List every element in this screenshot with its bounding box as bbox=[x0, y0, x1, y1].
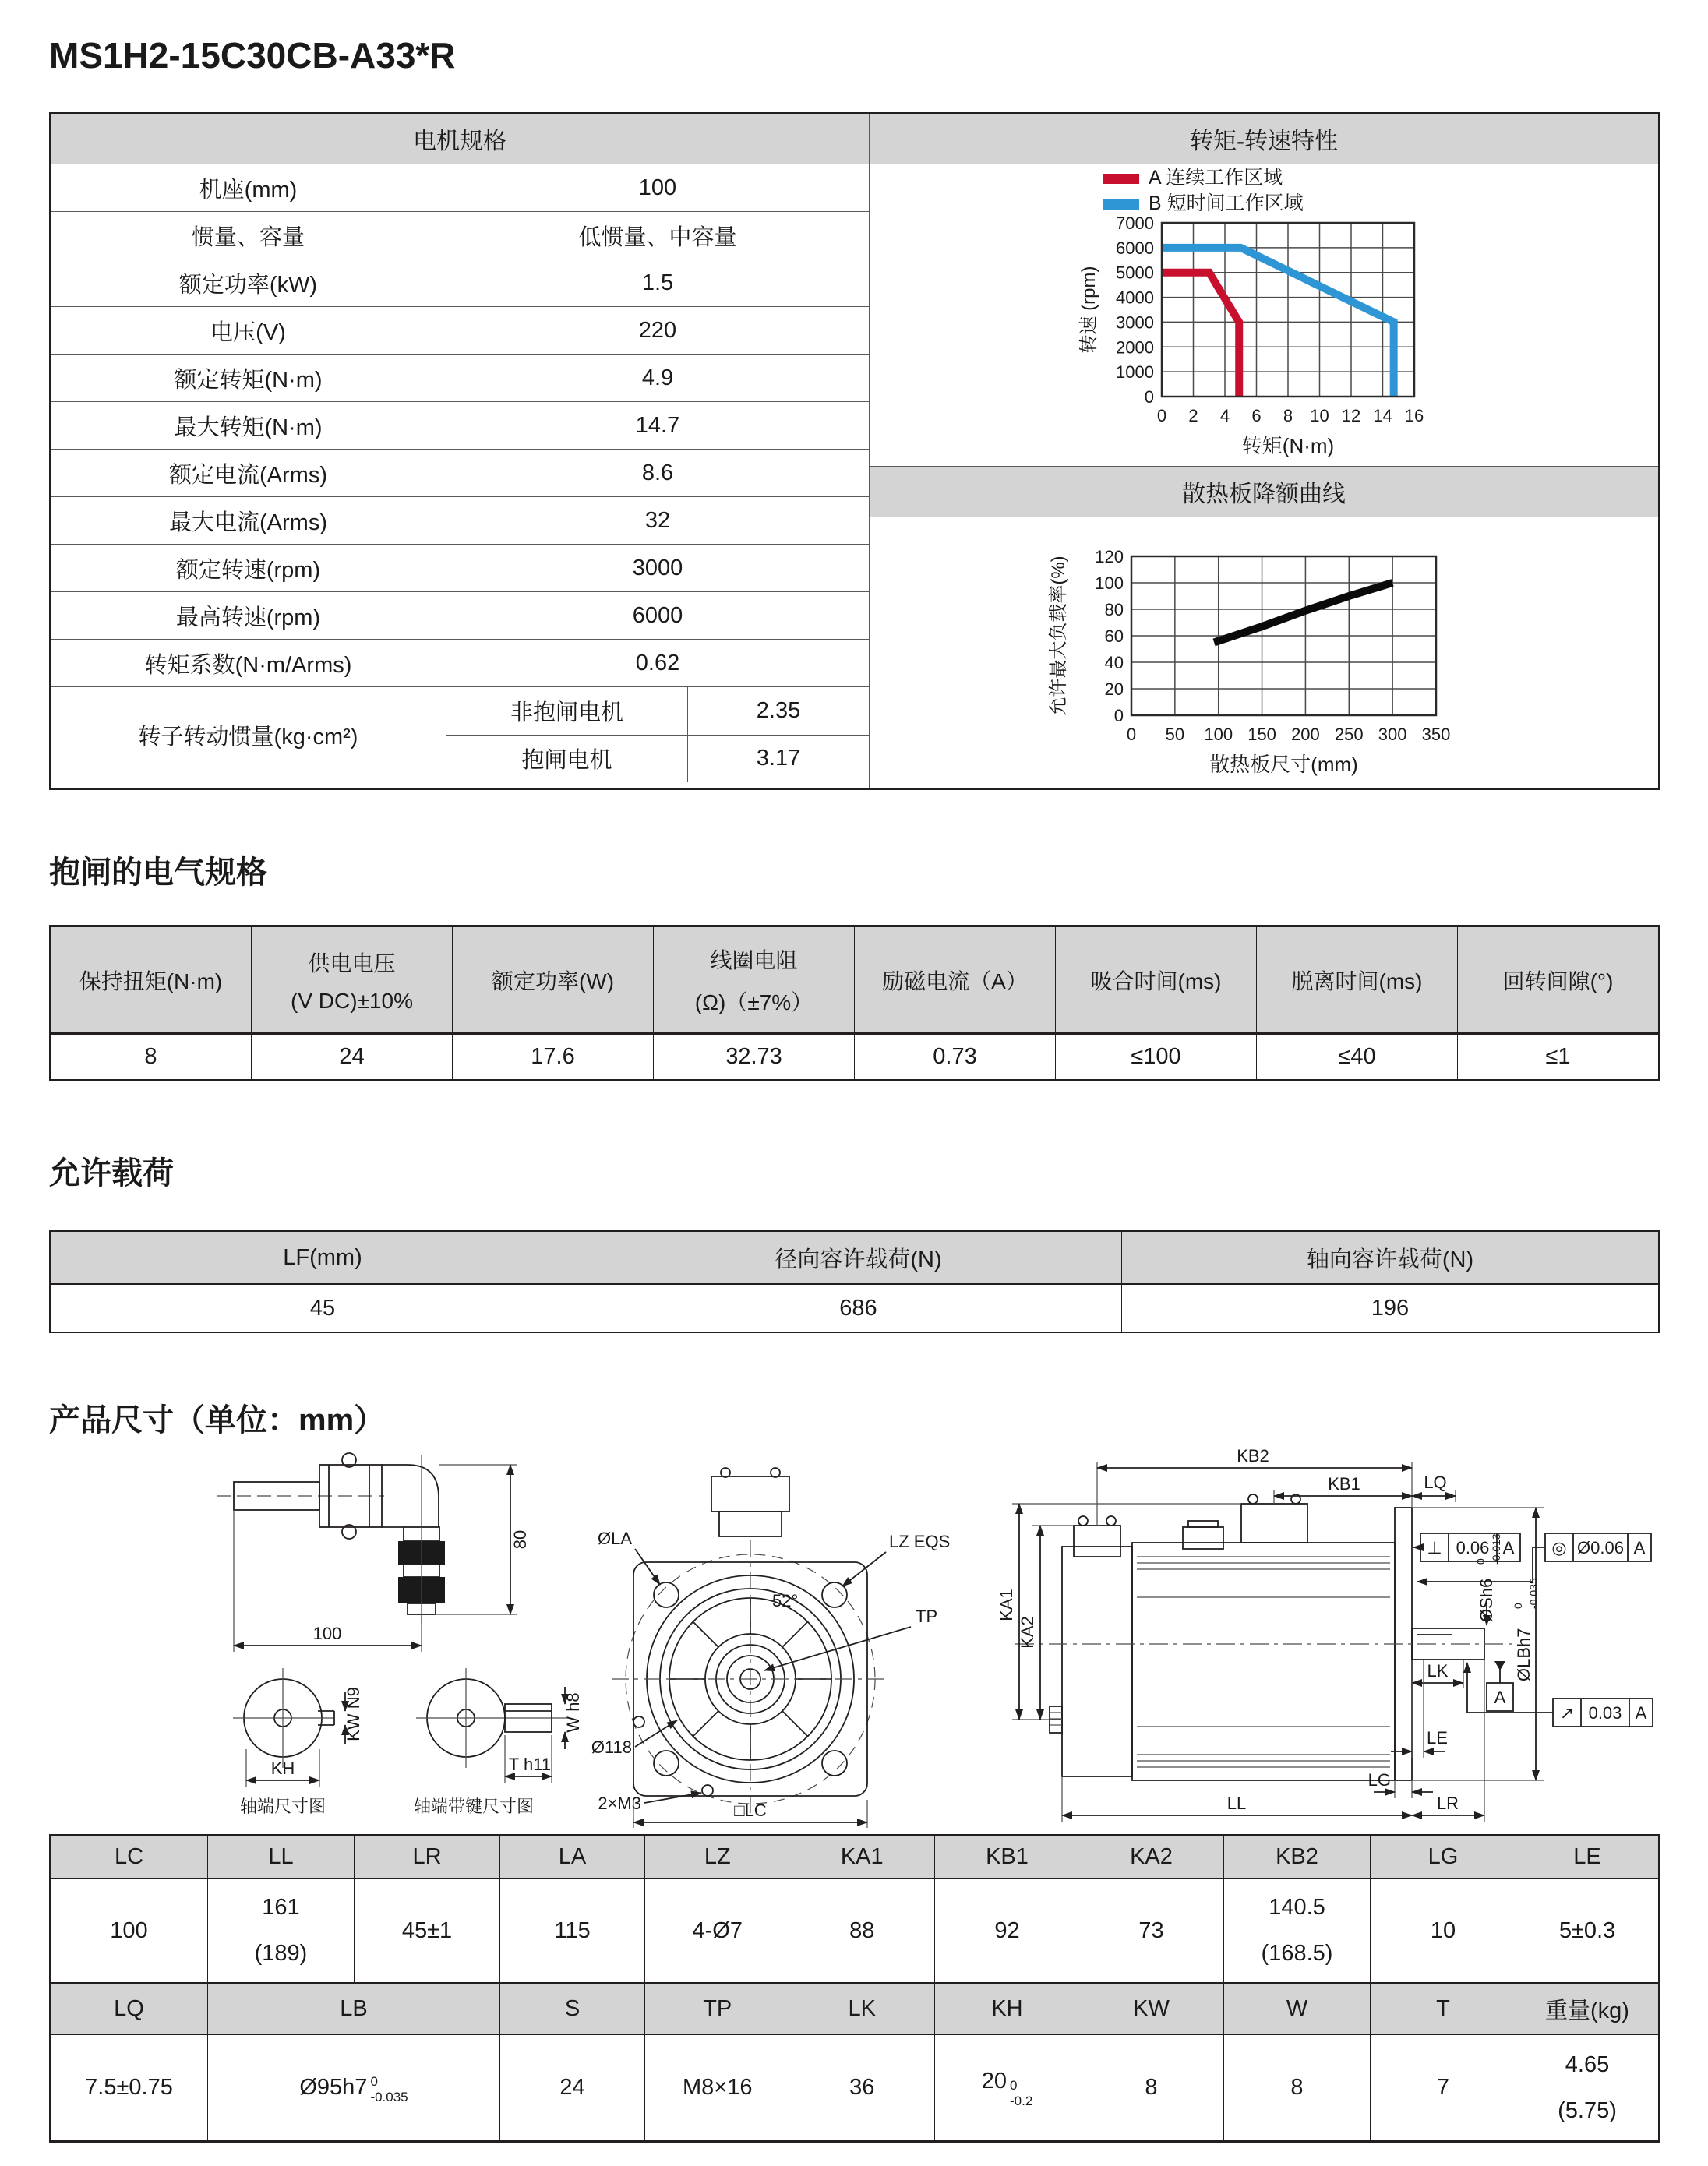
spec-value: 8.6 bbox=[641, 460, 674, 485]
x-tick-label: 14 bbox=[1373, 406, 1392, 425]
svg-text:0: 0 bbox=[1512, 1603, 1524, 1609]
spec-row bbox=[51, 450, 869, 497]
derating-chart-header: 散热板降额曲线 bbox=[870, 467, 1658, 517]
svg-text:0.03: 0.03 bbox=[1588, 1703, 1622, 1723]
spec-row bbox=[51, 307, 869, 355]
y-tick-label: 0 bbox=[1144, 387, 1154, 407]
load-header-row bbox=[51, 1232, 1658, 1285]
x-tick-label: 150 bbox=[1247, 725, 1276, 744]
spec-value: 32 bbox=[644, 507, 671, 533]
y-tick-label: 40 bbox=[1104, 653, 1124, 672]
svg-text:A: A bbox=[1633, 1538, 1646, 1557]
dim-value-cell: 5±0.3 bbox=[1558, 1917, 1616, 1943]
spec-value: 4.9 bbox=[641, 365, 674, 390]
svg-text:A: A bbox=[1494, 1688, 1506, 1707]
dim-value-cell: Ø95h7 0 -0.035 bbox=[208, 2035, 500, 2140]
spec-label: 额定功率(kW) bbox=[51, 259, 446, 306]
side-kb2-label: KB2 bbox=[1237, 1449, 1269, 1466]
inertia-row bbox=[446, 687, 869, 735]
spec-label: 惯量、容量 bbox=[51, 212, 446, 259]
shaft-key-t-label: T h11 bbox=[508, 1755, 552, 1774]
dim-header-cell-merged: TP LK bbox=[645, 1984, 935, 2034]
torque-speed-chart-svg bbox=[870, 164, 1658, 465]
tol-coaxiality bbox=[1417, 1533, 1651, 1582]
dimension-drawings-svg bbox=[49, 1449, 1660, 1831]
tol-perpendicularity bbox=[1413, 1533, 1520, 1561]
dim-value-cell: 140.5 (168.5) bbox=[1224, 1879, 1371, 1982]
brake-header-cell: 励磁电流（A） bbox=[855, 927, 1056, 1032]
svg-text:◎: ◎ bbox=[1551, 1538, 1567, 1557]
dim-value-cell: 45±1 bbox=[355, 1879, 500, 1982]
spec-label: 最大转矩(N·m) bbox=[51, 402, 446, 449]
brake-value-cell: 32.73 bbox=[654, 1035, 855, 1079]
dim-value-cell: 8 bbox=[1224, 2035, 1371, 2140]
spec-value: 0.62 bbox=[635, 650, 680, 676]
spec-label: 额定电流(Arms) bbox=[51, 450, 446, 496]
spec-value: 220 bbox=[638, 317, 677, 343]
load-value-cell: 45 bbox=[51, 1285, 595, 1332]
brake-value-cell: ≤100 bbox=[1056, 1035, 1257, 1079]
shaft-end-kw-label: KW N9 bbox=[344, 1687, 363, 1741]
side-ka1-label: KA1 bbox=[997, 1589, 1016, 1621]
side-lg-label: LG bbox=[1367, 1770, 1391, 1790]
load-header-cell: 径向容许载荷(N) bbox=[595, 1232, 1122, 1283]
svg-text:↗: ↗ bbox=[1559, 1703, 1575, 1723]
spec-row bbox=[51, 640, 869, 687]
spec-value: 1.5 bbox=[641, 270, 674, 295]
dim-header-cell: LC bbox=[51, 1836, 208, 1878]
dim-header-cell-merged: KH KW bbox=[935, 1984, 1224, 2034]
dim-header-cell: LG bbox=[1371, 1836, 1516, 1878]
spec-label: 转子转动惯量(kg·cm²) bbox=[51, 687, 446, 782]
derating-chart-svg bbox=[870, 517, 1658, 787]
x-tick-label: 350 bbox=[1421, 725, 1451, 744]
dims-section-title: 产品尺寸（单位：mm） bbox=[49, 1403, 386, 1438]
spec-column bbox=[51, 114, 870, 788]
dim-value-cell: 4.65 (5.75) bbox=[1558, 2051, 1617, 2123]
load-value-cell: 686 bbox=[595, 1285, 1122, 1332]
spec-row bbox=[51, 545, 869, 592]
dim-value-row-2 bbox=[51, 2035, 1658, 2140]
dim-value-cell-merged: M8×16 36 bbox=[645, 2035, 935, 2140]
svg-text:-0.013: -0.013 bbox=[1490, 1533, 1502, 1565]
inertia-name: 非抱闸电机 bbox=[446, 687, 688, 735]
y-tick-label: 4000 bbox=[1116, 288, 1154, 308]
datum-a bbox=[1487, 1661, 1513, 1711]
spec-row bbox=[51, 497, 869, 545]
spec-label: 机座(mm) bbox=[51, 164, 446, 211]
dim-value-cell: 100 bbox=[51, 1879, 208, 1982]
x-tick-label: 6 bbox=[1251, 406, 1262, 425]
derating-chart bbox=[870, 517, 1658, 788]
allowable-load-table bbox=[49, 1230, 1660, 1333]
dim-value-row-1 bbox=[51, 1879, 1658, 1984]
brake-value-row bbox=[51, 1035, 1658, 1079]
spec-label: 最高转速(rpm) bbox=[51, 592, 446, 639]
shaft-end-kh-label: KH bbox=[270, 1759, 295, 1778]
y-tick-label: 5000 bbox=[1116, 263, 1154, 283]
dim-header-cell: LR bbox=[355, 1836, 500, 1878]
brake-value-cell: 24 bbox=[252, 1035, 453, 1079]
brake-header-cell: 吸合时间(ms) bbox=[1056, 927, 1257, 1032]
x-tick-label: 50 bbox=[1165, 725, 1185, 744]
side-ll-label: LL bbox=[1226, 1794, 1247, 1813]
spec-row bbox=[51, 164, 869, 212]
dim-header-cell-merged: LZ KA1 bbox=[645, 1836, 935, 1878]
load-section-title: 允许载荷 bbox=[49, 1156, 174, 1191]
spec-value: 低惯量、中容量 bbox=[578, 224, 737, 250]
dim-value-cell-merged: 20 0 -0.2 8 bbox=[935, 2035, 1224, 2140]
y-tick-label: 80 bbox=[1104, 600, 1124, 619]
x-tick-label: 8 bbox=[1283, 406, 1293, 425]
connector-height-dim: 80 bbox=[510, 1529, 530, 1550]
load-value-row bbox=[51, 1285, 1658, 1332]
spec-value: 14.7 bbox=[635, 412, 680, 438]
x-tick-label: 250 bbox=[1334, 725, 1364, 744]
side-le-label: LE bbox=[1427, 1728, 1448, 1748]
load-header-cell: LF(mm) bbox=[51, 1232, 595, 1283]
shaft-end-drawing bbox=[233, 1668, 363, 1816]
inertia-name: 抱闸电机 bbox=[446, 736, 688, 783]
spec-row bbox=[51, 402, 869, 450]
spec-value: 3000 bbox=[632, 555, 683, 580]
legend-label: B 短时间工作区域 bbox=[1148, 192, 1304, 214]
dim-header-cell: 重量(kg) bbox=[1545, 1998, 1629, 2023]
x-tick-label: 12 bbox=[1341, 406, 1361, 425]
y-tick-label: 20 bbox=[1104, 679, 1124, 699]
load-header-cell: 轴向容许载荷(N) bbox=[1306, 1247, 1474, 1272]
x-axis-label: 转矩(N·m) bbox=[1241, 434, 1335, 457]
y-tick-label: 120 bbox=[1095, 547, 1124, 566]
dim-header-row-2 bbox=[51, 1984, 1658, 2035]
dim-value-cell-merged: 4-Ø7 88 bbox=[645, 1879, 935, 1982]
series-line bbox=[1162, 273, 1239, 397]
legend-label: A 连续工作区域 bbox=[1148, 167, 1283, 189]
front-m3-label: 2×M3 bbox=[598, 1794, 641, 1813]
y-axis-label: 允许最大负载率(%) bbox=[1047, 556, 1069, 716]
dim-header-cell: LE bbox=[1573, 1844, 1601, 1869]
shaft-key-caption: 轴端带键尺寸图 bbox=[413, 1797, 535, 1816]
svg-text:0.06: 0.06 bbox=[1456, 1538, 1490, 1557]
front-tp-label: TP bbox=[916, 1607, 938, 1626]
spec-row bbox=[51, 592, 869, 640]
y-tick-label: 1000 bbox=[1116, 362, 1154, 383]
front-la-label: ØLA bbox=[597, 1529, 632, 1548]
dim-header-cell: LL bbox=[208, 1836, 355, 1878]
brake-value-cell: 17.6 bbox=[453, 1035, 654, 1079]
y-tick-label: 0 bbox=[1113, 706, 1124, 725]
dimension-drawings bbox=[49, 1449, 1660, 1831]
svg-text:0: 0 bbox=[1474, 1558, 1487, 1565]
page-title: MS1H2-15C30CB-A33*R bbox=[49, 35, 456, 76]
x-tick-label: 4 bbox=[1219, 406, 1230, 425]
svg-text:A: A bbox=[1502, 1538, 1515, 1557]
spec-label: 转矩系数(N·m/Arms) bbox=[51, 640, 446, 686]
series-line bbox=[1214, 583, 1392, 643]
y-tick-label: 2000 bbox=[1116, 337, 1154, 358]
inertia-row bbox=[446, 735, 869, 783]
shaft-end-caption: 轴端尺寸图 bbox=[239, 1797, 326, 1816]
shaft-key-drawing bbox=[414, 1668, 583, 1816]
brake-header-cell: 脱离时间(ms) bbox=[1257, 927, 1458, 1032]
x-tick-label: 0 bbox=[1126, 725, 1137, 744]
dim-header-cell: KB2 bbox=[1224, 1836, 1371, 1878]
svg-text:ØLBh7: ØLBh7 bbox=[1514, 1628, 1533, 1681]
side-kb1-label: KB1 bbox=[1328, 1474, 1360, 1494]
y-tick-label: 100 bbox=[1095, 573, 1124, 593]
dim-header-cell: LB bbox=[208, 1984, 500, 2034]
brake-header-cell: 回转间隙(°) bbox=[1502, 968, 1614, 993]
svg-text:-0.035: -0.035 bbox=[1527, 1578, 1540, 1609]
x-tick-label: 2 bbox=[1188, 406, 1198, 425]
motor-spec-table bbox=[49, 112, 1660, 790]
spec-header: 电机规格 bbox=[51, 114, 869, 164]
x-tick-label: 100 bbox=[1204, 725, 1233, 744]
svg-text:ØSh6: ØSh6 bbox=[1477, 1578, 1496, 1622]
x-tick-label: 10 bbox=[1310, 406, 1329, 425]
dimension-table bbox=[49, 1834, 1660, 2143]
brake-header-cell: 线圈电阻 (Ω)（±7%） bbox=[654, 927, 855, 1032]
brake-value-cell: 0.73 bbox=[855, 1035, 1056, 1079]
svg-text:⊥: ⊥ bbox=[1427, 1538, 1442, 1557]
legend-swatch bbox=[1103, 174, 1139, 184]
inertia-value: 2.35 bbox=[756, 697, 801, 723]
brake-value-cell: 8 bbox=[51, 1035, 252, 1079]
dim-value-cell: 7.5±0.75 bbox=[51, 2035, 208, 2140]
y-tick-label: 3000 bbox=[1116, 312, 1154, 333]
spec-row bbox=[51, 355, 869, 402]
torque-speed-chart bbox=[870, 164, 1658, 467]
brake-header-cell: 供电电压 (V DC)±10% bbox=[252, 927, 453, 1032]
brake-header-row bbox=[51, 927, 1658, 1035]
spec-row bbox=[51, 212, 869, 259]
svg-text:Ø0.06: Ø0.06 bbox=[1577, 1538, 1624, 1557]
brake-spec-table bbox=[49, 925, 1660, 1081]
spec-value: 6000 bbox=[632, 602, 683, 628]
brake-value-cell: ≤40 bbox=[1257, 1035, 1458, 1079]
y-axis-label: 转速 (rpm) bbox=[1078, 266, 1099, 354]
spec-value: 100 bbox=[638, 175, 677, 200]
x-axis-label: 散热板尺寸(mm) bbox=[1209, 753, 1358, 776]
y-tick-label: 7000 bbox=[1116, 213, 1154, 233]
inertia-subtable bbox=[446, 687, 869, 782]
spec-row bbox=[51, 259, 869, 307]
dim-value-cell: 115 bbox=[500, 1879, 645, 1982]
x-tick-label: 0 bbox=[1156, 406, 1167, 425]
dim-value-cell-merged: 92 73 bbox=[935, 1879, 1224, 1982]
dim-value-cell: 161 (189) bbox=[208, 1879, 355, 1982]
connector-length-dim: 100 bbox=[312, 1624, 342, 1643]
dim-value-cell: 10 bbox=[1371, 1879, 1516, 1982]
svg-text:A: A bbox=[1635, 1703, 1647, 1723]
dim-header-cell: LQ bbox=[51, 1984, 208, 2034]
brake-section-title: 抱闸的电气规格 bbox=[49, 855, 267, 890]
dim-header-cell: LA bbox=[500, 1836, 645, 1878]
torque-chart-header: 转矩-转速特性 bbox=[870, 114, 1658, 164]
front-view-drawing bbox=[591, 1468, 950, 1828]
x-tick-label: 300 bbox=[1378, 725, 1407, 744]
dim-header-cell: T bbox=[1371, 1984, 1516, 2034]
side-lk-label: LK bbox=[1427, 1661, 1449, 1681]
side-lq-label: LQ bbox=[1424, 1473, 1447, 1492]
inertia-value: 3.17 bbox=[756, 746, 801, 771]
front-lz-label: LZ EQS bbox=[889, 1532, 951, 1551]
front-lc-label: □LC bbox=[734, 1801, 767, 1820]
dim-header-cell: S bbox=[500, 1984, 645, 2034]
spec-row-inertia bbox=[51, 687, 869, 782]
dim-header-cell: W bbox=[1224, 1984, 1371, 2034]
charts-column bbox=[870, 114, 1658, 788]
front-angle-label: 52° bbox=[772, 1591, 799, 1610]
y-tick-label: 6000 bbox=[1116, 238, 1154, 258]
spec-label: 最大电流(Arms) bbox=[51, 497, 446, 544]
side-lr-label: LR bbox=[1436, 1794, 1459, 1813]
legend-swatch bbox=[1103, 199, 1139, 210]
spec-label: 额定转速(rpm) bbox=[51, 545, 446, 591]
connector-drawing bbox=[217, 1453, 530, 1652]
dim-header-row-1 bbox=[51, 1836, 1658, 1879]
dim-value-cell: 7 bbox=[1371, 2035, 1516, 2140]
load-value-cell: 196 bbox=[1371, 1295, 1410, 1321]
spec-label: 额定转矩(N·m) bbox=[51, 355, 446, 401]
dim-header-cell-merged: KB1 KA2 bbox=[935, 1836, 1224, 1878]
shaft-key-w-label: W h8 bbox=[563, 1692, 583, 1733]
x-tick-label: 200 bbox=[1291, 725, 1320, 744]
x-tick-label: 16 bbox=[1404, 406, 1424, 425]
spec-label: 电压(V) bbox=[51, 307, 446, 354]
brake-value-cell: ≤1 bbox=[1545, 1044, 1571, 1069]
brake-header-cell: 额定功率(W) bbox=[453, 927, 654, 1032]
side-view-drawing bbox=[997, 1449, 1653, 1822]
front-d118-label: Ø118 bbox=[591, 1737, 632, 1757]
dim-value-cell: 24 bbox=[500, 2035, 645, 2140]
side-ka2-label: KA2 bbox=[1018, 1616, 1037, 1649]
brake-header-cell: 保持扭矩(N·m) bbox=[51, 927, 252, 1032]
y-tick-label: 60 bbox=[1104, 626, 1124, 646]
